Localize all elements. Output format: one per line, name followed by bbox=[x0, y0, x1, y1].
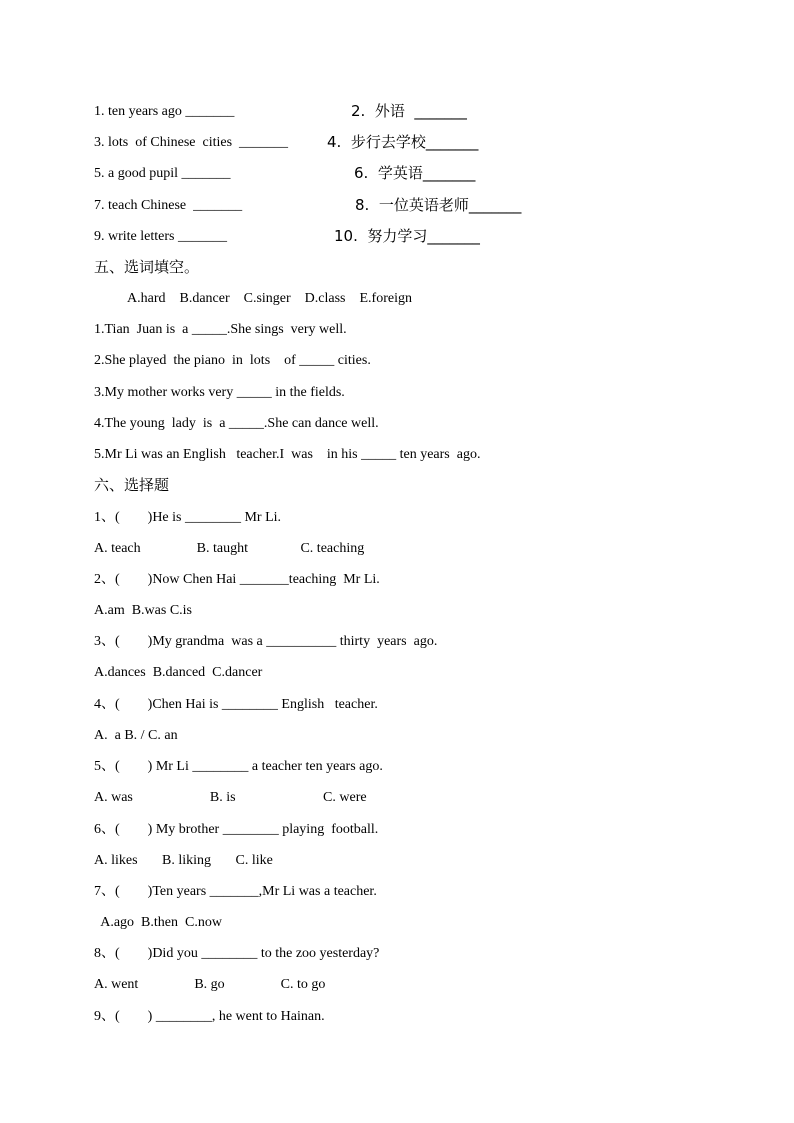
section4-item-3-right: 6. 学英语_______ bbox=[354, 164, 476, 182]
question-4-options: A. a B. / C. an bbox=[94, 728, 178, 743]
section4-item-4-left: 7. teach Chinese _______ bbox=[94, 198, 243, 213]
section4-item-1-left: 1. ten years ago _______ bbox=[94, 104, 235, 119]
question-1-options: A. teach B. taught C. teaching bbox=[94, 541, 365, 556]
section4-item-5-left: 9. write letters _______ bbox=[94, 229, 227, 244]
question-9: 9、( ) ________, he went to Hainan. bbox=[94, 1009, 325, 1024]
question-8-options: A. went B. go C. to go bbox=[94, 977, 326, 992]
section4-item-1-right: 2. 外语 _______ bbox=[351, 102, 467, 120]
section5-options: A.hard B.dancer C.singer D.class E.foreign bbox=[127, 291, 412, 306]
section5-item-4: 4.The young lady is a _____.She can dance well. bbox=[94, 416, 379, 431]
section5-item-1: 1.Tian Juan is a _____.She sings very well. bbox=[94, 322, 347, 337]
section5-item-5: 5.Mr Li was an English teacher.I was in his _____ ten years ago. bbox=[94, 447, 481, 462]
section4-item-4-right: 8. 一位英语老师_______ bbox=[355, 196, 522, 214]
section4-item-3-left: 5. a good pupil _______ bbox=[94, 166, 231, 181]
question-3-options: A.dances B.danced C.dancer bbox=[94, 665, 263, 680]
question-8: 8、( )Did you ________ to the zoo yesterday? bbox=[94, 946, 380, 961]
question-7: 7、( )Ten years _______,Mr Li was a teacher. bbox=[94, 884, 377, 899]
question-2-options: A.am B.was C.is bbox=[94, 603, 192, 618]
section6-heading: 六、选择题 bbox=[94, 476, 170, 494]
section5-heading: 五、选词填空。 bbox=[94, 258, 200, 276]
section5-item-2: 2.She played the piano in lots of _____ cities. bbox=[94, 353, 371, 368]
question-5-options: A. was B. is C. were bbox=[94, 790, 367, 805]
question-4: 4、( )Chen Hai is ________ English teacher. bbox=[94, 697, 378, 712]
question-1: 1、( )He is ________ Mr Li. bbox=[94, 510, 282, 525]
question-6: 6、( ) My brother ________ playing football. bbox=[94, 822, 379, 837]
question-5: 5、( ) Mr Li ________ a teacher ten years ago. bbox=[94, 759, 383, 774]
question-2: 2、( )Now Chen Hai _______teaching Mr Li. bbox=[94, 572, 380, 587]
question-7-options: A.ago B.then C.now bbox=[94, 915, 222, 930]
question-3: 3、( )My grandma was a __________ thirty years ago. bbox=[94, 634, 438, 649]
question-6-options: A. likes B. liking C. like bbox=[94, 853, 273, 868]
section4-item-5-right: 10. 努力学习_______ bbox=[334, 227, 480, 245]
section4-item-2-left: 3. lots of Chinese cities _______ bbox=[94, 135, 289, 150]
section4-item-2-right: 4. 步行去学校_______ bbox=[327, 133, 479, 151]
section5-item-3: 3.My mother works very _____ in the fields. bbox=[94, 385, 345, 400]
